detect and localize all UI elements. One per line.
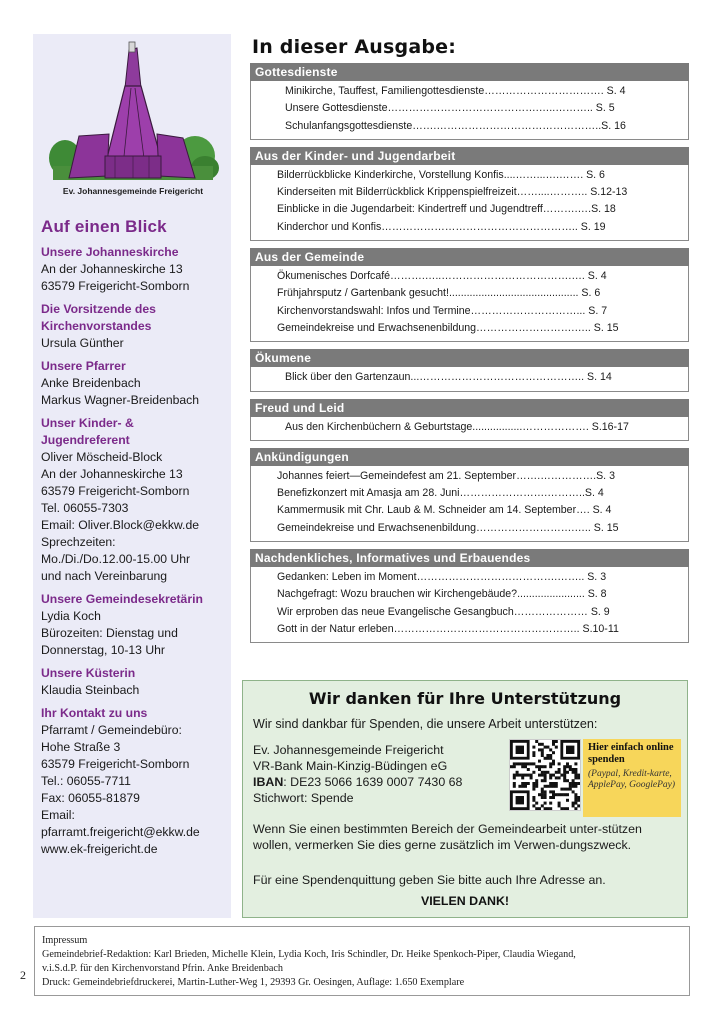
contact-line: Lydia Koch xyxy=(41,609,101,623)
donation-receipt-text: Für eine Spendenquittung geben Sie bitte auch Ihre Adresse an. xyxy=(253,873,606,887)
contact-line: 63579 Freigericht-Somborn xyxy=(41,279,190,293)
toc-entry[interactable]: Benefizkonzert mit Amasja am 28. Juni…………………….………..S. 4 xyxy=(277,487,604,500)
contact-section xyxy=(41,415,229,585)
contact-line: und nach Vereinbarung xyxy=(41,569,168,583)
toc-entry[interactable]: Kammermusik mit Chr. Laub & M. Schneider am 14. September…. S. 4 xyxy=(277,504,612,517)
contact-section-heading: Kirchenvorstandes xyxy=(41,319,152,333)
contact-list xyxy=(41,244,229,864)
toc-entry[interactable]: Aus den Kirchenbüchern & Geburtstage.................………………. S.16-17 xyxy=(285,420,629,433)
donation-title: Wir danken für Ihre Unterstützung xyxy=(308,689,622,708)
contact-section xyxy=(41,705,229,858)
contact-section-heading: Ihr Kontakt zu uns xyxy=(41,706,148,720)
toc-section-heading: Aus der Gemeinde xyxy=(250,248,689,266)
toc-entry[interactable]: Kinderseiten mit Bilderrückblick Krippenspielfreizeit……....……….. S.12-13 xyxy=(277,186,628,199)
contact-line: Oliver Möscheid-Block xyxy=(41,450,163,464)
toc-entries xyxy=(250,417,689,441)
qr-code[interactable] xyxy=(509,739,581,811)
contact-section xyxy=(41,244,229,295)
online-donation-box[interactable] xyxy=(583,739,681,817)
toc-entry[interactable]: Ökumenisches Dorfcafé……….…..……………………………….…. S. 4 xyxy=(277,270,607,283)
bank-details xyxy=(253,742,503,806)
contact-line: 63579 Freigericht-Somborn xyxy=(41,484,190,498)
iban-value: : DE23 5066 1639 0007 7430 68 xyxy=(283,775,463,789)
contact-line: Markus Wagner-Breidenbach xyxy=(41,393,200,407)
glance-title: Auf einen Blick xyxy=(41,217,167,236)
toc-entry[interactable]: Nachgefragt: Wozu brauchen wir Kirchengebäude?....................... S. 8 xyxy=(277,588,607,601)
toc-entry[interactable]: Gott in der Natur erleben…………………………………………….. S.10-11 xyxy=(277,622,619,635)
toc-entries xyxy=(250,81,689,140)
toc-section xyxy=(250,147,689,241)
contact-line: Ursula Günther xyxy=(41,336,124,350)
impressum-responsible: v.i.S.d.P. für den Kirchenvorstand Pfrin. Anke Breidenbach xyxy=(42,963,283,974)
toc-entry[interactable]: Gedanken: Leben im Moment………………………………….…….. S. 3 xyxy=(277,571,607,584)
contact-line[interactable]: pfarramt.freigericht@ekkw.de xyxy=(41,825,200,839)
toc-entries xyxy=(250,367,689,391)
toc-entry[interactable]: Unsere Gottesdienste…………………………………….…..……….. S. 5 xyxy=(285,102,615,115)
toc-section xyxy=(250,349,689,391)
donation-box xyxy=(242,680,688,918)
church-logo-icon xyxy=(45,38,221,188)
impressum-print: Druck: Gemeindebriefdruckerei, Martin-Luther-Weg 1, 29393 Gr. Oesingen, Auflage: 1.650 Exemplare xyxy=(42,977,465,988)
contact-section-heading: Jugendreferent xyxy=(41,433,130,447)
toc-entry[interactable]: Kirchenvorstandswahl: Infos und Termine…………………………... S. 7 xyxy=(277,304,608,317)
contact-line: Sprechzeiten: xyxy=(41,535,116,549)
impressum-title: Impressum xyxy=(42,935,88,946)
contact-line: An der Johanneskirche 13 xyxy=(41,467,183,481)
sidebar xyxy=(33,34,231,918)
contact-section xyxy=(41,358,229,409)
contact-line: Hohe Straße 3 xyxy=(41,740,121,754)
toc-section-heading: Aus der Kinder- und Jugendarbeit xyxy=(250,147,689,165)
toc-entry[interactable]: Schulanfangsgottesdienste…….………………………………………..S. 16 xyxy=(285,119,626,132)
toc-section xyxy=(250,248,689,342)
contact-section-heading: Unsere Küsterin xyxy=(41,666,136,680)
toc-entry[interactable]: Frühjahrsputz / Gartenbank gesucht!............................................ S. 6 xyxy=(277,287,601,300)
contact-section xyxy=(41,665,229,699)
contact-line: Klaudia Steinbach xyxy=(41,683,140,697)
page-number: 2 xyxy=(20,968,26,982)
contact-section-heading: Die Vorsitzende des xyxy=(41,302,156,316)
contact-section-heading: Unsere Gemeindesekretärin xyxy=(41,592,203,606)
contact-section-heading: Unsere Johanneskirche xyxy=(41,245,179,259)
toc-entry[interactable]: Kinderchor und Konfis……………………………………………….. S. 19 xyxy=(277,220,606,233)
contact-line: An der Johanneskirche 13 xyxy=(41,262,183,276)
toc-entries xyxy=(250,466,689,542)
contact-section xyxy=(41,301,229,352)
bank-name: VR-Bank Main-Kinzig-Büdingen eG xyxy=(253,759,448,773)
page-title: In dieser Ausgabe: xyxy=(252,36,457,58)
toc-section xyxy=(250,399,689,441)
donation-intro: Wir sind dankbar für Spenden, die unsere Arbeit unterstützen: xyxy=(253,717,598,731)
toc-section-heading: Freud und Leid xyxy=(250,399,689,417)
donation-purpose-text: Wenn Sie einen bestimmten Bereich der Gemeindearbeit unter-stützen wollen, vermerken Sie dies gerne zusätzlich im Verwen-dungszweck. xyxy=(253,822,642,852)
church-logo xyxy=(45,38,221,208)
iban-label: IBAN xyxy=(253,775,284,789)
logo-caption: Ev. Johannesgemeinde Freigericht xyxy=(62,186,204,196)
toc-section xyxy=(250,448,689,542)
contact-section-heading: Unsere Pfarrer xyxy=(41,359,126,373)
toc-entry[interactable]: Blick über den Gartenzaun...……………………………………….. S. 14 xyxy=(285,371,612,384)
toc-section-heading: Ökumene xyxy=(250,349,689,367)
toc-entries xyxy=(250,165,689,241)
toc-entry[interactable]: Minikirche, Tauffest, Familiengottesdienste……………………………. S. 4 xyxy=(285,85,626,97)
toc-section-heading: Nachdenkliches, Informatives und Erbauendes xyxy=(250,549,689,567)
toc-entry[interactable]: Gemeindekreise und Erwachsenenbildung……………………….….. S. 15 xyxy=(277,521,619,534)
toc-entry[interactable]: Gemeindekreise und Erwachsenenbildung……………………….….. S. 15 xyxy=(277,321,619,334)
contact-line: Tel. 06055-7303 xyxy=(41,501,129,515)
contact-line: 63579 Freigericht-Somborn xyxy=(41,757,190,771)
toc-section-heading: Ankündigungen xyxy=(250,448,689,466)
contact-line: Email: xyxy=(41,808,75,822)
contact-line: Anke Breidenbach xyxy=(41,376,141,390)
online-methods: (Paypal, Kredit-karte, ApplePay, GooglePay) xyxy=(588,769,676,790)
contact-line: Fax: 06055-81879 xyxy=(41,791,140,805)
contact-section-heading: Unser Kinder- & xyxy=(41,416,134,430)
contact-line: Tel.: 06055-7711 xyxy=(41,774,131,788)
toc-entry[interactable]: Johannes feiert—Gemeindefest am 21. September…….…………….S. 3 xyxy=(277,469,615,482)
toc-entries xyxy=(250,266,689,342)
contact-line: Bürozeiten: Dienstag und xyxy=(41,626,178,640)
toc-section-heading: Gottesdienste xyxy=(250,63,689,81)
toc-section xyxy=(250,549,689,643)
impressum-editors: Gemeindebrief-Redaktion: Karl Brieden, Michelle Klein, Lydia Koch, Iris Schindler, Dr. Heike Spenkoch-Piper, Claudia Wiegand, xyxy=(42,949,576,960)
toc-entry[interactable]: Einblicke in die Jugendarbeit: Kindertreff und Jugendtreff……….….S. 18 xyxy=(277,203,616,216)
toc-section xyxy=(250,63,689,140)
donation-thanks: VIELEN DANK! xyxy=(420,894,510,908)
iban-line xyxy=(253,774,503,790)
contact-line: Pfarramt / Gemeindebüro: xyxy=(41,723,182,737)
contact-section xyxy=(41,591,229,659)
impressum xyxy=(34,926,690,996)
online-heading: Hier einfach online spenden xyxy=(588,742,674,765)
toc-entry[interactable]: Bilderrückblicke Kinderkirche, Vorstellung Konfis....……...….……. S. 6 xyxy=(277,168,605,181)
contact-line: Mo./Di./Do.12.00-15.00 Uhr xyxy=(41,552,191,566)
table-of-contents xyxy=(250,63,689,650)
toc-entry[interactable]: Wir erproben das neue Evangelische Gesangbuch………………… S. 9 xyxy=(277,605,610,618)
account-holder: Ev. Johannesgemeinde Freigericht xyxy=(253,743,444,757)
contact-line[interactable]: Email: Oliver.Block@ekkw.de xyxy=(41,518,199,532)
contact-line: Donnerstag, 10-13 Uhr xyxy=(41,643,165,657)
donation-keyword: Stichwort: Spende xyxy=(253,791,354,805)
contact-line[interactable]: www.ek-freigericht.de xyxy=(41,842,158,856)
toc-entries xyxy=(250,567,689,643)
qr-code-icon xyxy=(510,740,580,810)
